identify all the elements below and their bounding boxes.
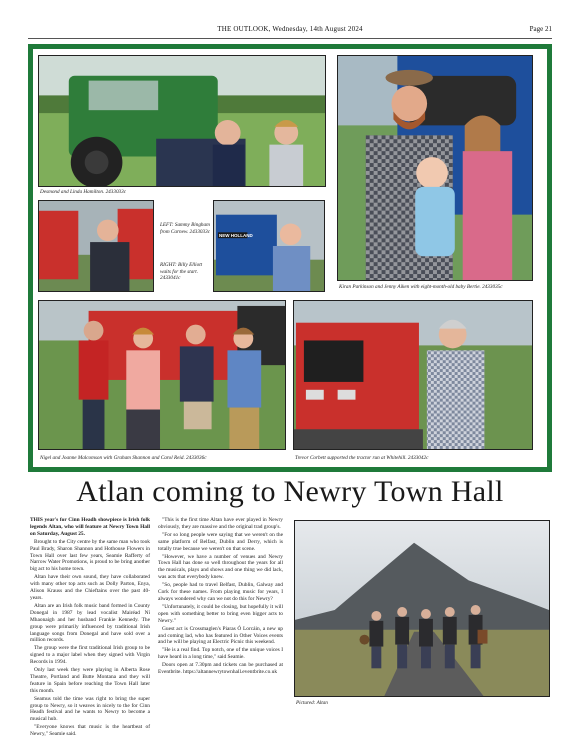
article-paragraph: "For so long people were saying that we weren't on the same platform of Belfast, Dublin and Derry, which is totally true because we weren't on that scene. [158,531,283,552]
caption-bingham: LEFT: Sammy Bingham from Carnew. 2433033c [160,222,210,235]
article-paragraph: Seamus told the time was right to bring the super group to Newry, so it weaves in nicely to the for Cinn Headh festival and he wants to Newry to become a musical hub. [30,695,150,723]
masthead-title: THE OUTLOOK, Wednesday, 14th August 2024 [217,25,363,33]
caption-hamilton: Desmond and Linda Hamilton. 2433033c [40,189,127,195]
article-paragraph: "This is the first time Altan have ever played in Newry obviously, they are massive and the original trad group's. [158,517,283,530]
page-number: Page 21 [529,25,552,33]
photo-corbett [293,300,533,450]
article-paragraph: Doors open at 7.30pm and tickets can be purchased at Eventbrite. https://altannewrytownhall.eventbrite.co.uk [158,662,283,676]
article-paragraph: "So, people had to travel Belfast, Dublin, Galway and Cork for these names. From playing music for years, I always wondered why can we not do this for Newry? [158,582,283,602]
masthead-rule [28,38,552,39]
photo-elliott [213,200,325,292]
article-paragraph: "He is a real find. Top notch, one of the unique voices I have heard in a long time," said Seamie. [158,647,283,661]
article-headline: Atlan coming to Newry Town Hall [76,475,504,508]
article-paragraph: Altan are an Irish folk music band formed in County Donegal in 1987 by lead vocalist Mairéad Ní Mhaonaigh and her husband Frankie Kennedy. The group were primarily influenced by traditional Irish language songs from Donegal and have sold over a million records. [30,602,150,644]
article-paragraph: THIS year's for Cinn Headh showpiece is Irish folk legends Altan, who will feature at Newry Town Hall on Saturday, August 25. [30,517,150,537]
article-paragraph: Guest act is Crossmaglen's Piaras Ó Lorcáin, a new up and coming lad, who has featured in Other Voices events and he will be playing at Electric Picnic this weekend. [158,625,283,646]
caption-elliott: RIGHT: Billy Elliott waits for the start. 2433041c [160,262,203,281]
photo-bingham [38,200,154,292]
article-paragraph: "Unfortunately, it could be closing, but hopefully it will open with something better to bring even bigger acts to Newry." [158,603,283,624]
photo-altan [294,520,550,697]
photo-hamilton [38,55,326,187]
article-paragraph: "Everyone knows that music is the heartbeat of Newry," Seamie said. [30,724,150,737]
article-column-2 [158,517,283,677]
article-column-1 [30,517,150,737]
article-paragraph: Only last week they were playing in Alberta Rose Theatre, Portland and Butte Montana and they will feature in Spain before reaching the Town Hall later this month. [30,667,150,694]
article-paragraph: "However, we have a number of venues and Newry Town Hall has done so well throughout the years for all the musicals, plays and shows and one thing we did lack, was acts that everybody knew. [158,553,283,581]
article-paragraph: Brought to the City centre by the same man who took Paul Brady, Sharon Shannon and Hothouse Flowers in Town Hall over last few years, Seamie Rafferty of Narrow Water Promotions, is proud to be bring another big act to his home town. [30,538,150,573]
article-paragraph: Altan have their own sound, they have collaborated with many other top acts such as Dolly Parton, Enya, Alison Krauss and the Chieftains over the past 40-years. [30,574,150,601]
photo-malcomson-group [38,300,286,450]
caption-malcomson-group: Nigel and Joanne Malcomson with Graham Shannon and Carol Reid. 2433036c [40,455,207,461]
tractor-brand-text: NEW HOLLAND [219,233,253,238]
caption-altan: Pictured: Altan [296,700,328,706]
caption-parkinson-aiken: Kiran Parkinson and Jenny Aiken with eight-month-old baby Bertie. 2433035c [339,284,503,290]
article-paragraph: The group were the first traditional Irish group to be signed to a major label when they signed with Virgin Records in 1994. [30,645,150,666]
masthead [28,22,552,36]
photo-parkinson-aiken [337,55,533,281]
caption-corbett: Trevor Corbett supported the tractor run at Whitehill. 2433042c [295,455,429,461]
